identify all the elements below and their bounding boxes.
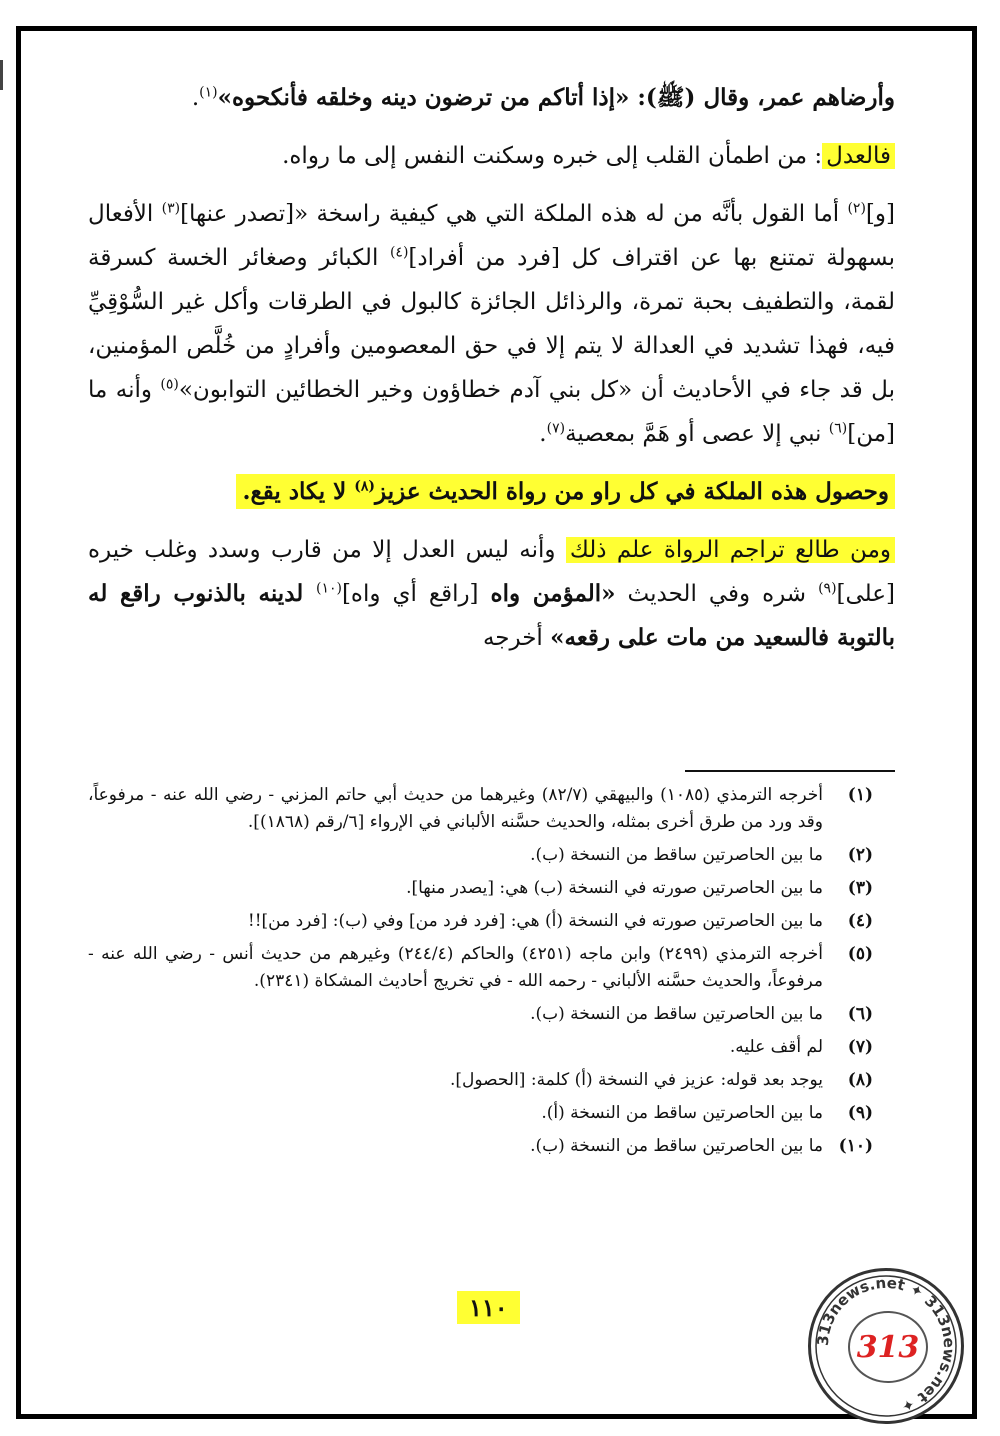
footnote-text: أخرجه الترمذي (٢٤٩٩) وابن ماجه (٤٢٥١) والحاكم (٢٤٤/٤) وغيرهم من حديث أنس - رضي الله عنه - مرفوعاً، والحديث حسَّنه الألباني - رحمه الله - في تخريج أحاديث المشكاة (٢٣٤١). [88,944,823,991]
main-text [88,76,895,660]
footnote-number: (١) [847,785,873,805]
footnote-item [88,908,873,935]
highlight-rijal: ومن طالع تراجم الرواة علم ذلك [566,537,895,563]
footnote-item [88,1133,873,1160]
footnote-item [88,1001,873,1028]
footnote-text: ما بين الحاصرتين صورته في النسخة (أ) هي: [فرد فرد من] وفي (ب): [فرد من]!! [247,911,823,931]
p4-part-a: وحصول هذه الملكة في كل راو من رواة الحديث عزيز [375,478,889,505]
footnote-number: (٧) [847,1037,873,1057]
p3-footnote-ref-5: (٥) [160,376,179,393]
footnote-number: (٨) [847,1070,873,1090]
p5-footnote-ref-10: (١٠) [315,580,342,597]
p2-text: : من اطمأن القلب إلى خبره وسكنت النفس إلى ما رواه. [282,143,823,169]
footnote-text: يوجد بعد قوله: عزيز في النسخة (أ) كلمة: [الحصول]. [450,1070,823,1090]
p5-footnote-ref-9: (٩) [818,580,837,597]
paragraph-3 [88,192,895,456]
p5-bracket: [راقع أي واه] [341,581,491,607]
footnote-item [88,1067,873,1094]
footnote-item [88,1034,873,1061]
footnote-item [88,782,873,836]
footnote-number: (٥) [847,944,873,964]
stamp-ring-text: 313news.net ✦ 313news.net ✦ [813,1273,959,1416]
footnote-text: ما بين الحاصرتين ساقط من النسخة (ب). [530,1004,823,1024]
footnote-text: أخرجه الترمذي (١٠٨٥) والبيهقي (٨٢/٧) وغيرهما من حديث أبي حاتم المزني - رضي الله عنه - مرفوعاً، وقد ورد من طرق أخرى بمثله، والحديث حسَّنه الألباني في الإرواء [٦/رقم (١٨٦٨)]. [88,785,823,832]
footnote-text: ما بين الحاصرتين صورته في النسخة (ب) هي: [يصدر منها]. [406,878,823,898]
p3-part-e: وأنه ما [من] [88,377,895,447]
p3-part-f: نبي إلا عصى أو هَمَّ بمعصية [565,421,829,447]
highlight-adl: فالعدل [822,143,895,169]
footnote-item [88,1100,873,1127]
footnote-number: (٢) [847,845,873,865]
footnote-number: (٤) [847,911,873,931]
scan-edge-mark [0,60,3,90]
highlight-sentence [236,474,895,509]
footnote-separator [685,770,895,772]
footnote-item [88,842,873,869]
p3-part-b: أما القول بأنَّه من له هذه الملكة التي هي كيفية راسخة «[تصدر عنها] [180,201,848,227]
footnotes [88,782,873,1166]
p3-footnote-ref-4: (٤) [389,244,409,261]
footnote-number: (٩) [847,1103,873,1123]
p3-footnote-ref-7: (٧) [546,420,566,437]
p1-tail: . [191,85,200,111]
footnote-number: (٦) [847,1004,873,1024]
paragraph-5 [88,528,895,660]
page-number: ١١٠ [457,1291,520,1324]
p5-part-b: شره وفي الحديث [615,581,819,607]
p5-part-a: وأنه ليس العدل إلا من قارب وسدد وغلب خيره [على] [88,537,895,607]
p1-footnote-ref: (١) [199,84,218,101]
watermark-stamp [808,1268,964,1424]
p5-hadith-end: لدينه بالذنوب راقع له بالتوبة فالسعيد من مات على رقعه» [88,580,895,651]
footnote-item [88,875,873,902]
footnote-number: (٣) [847,878,873,898]
paragraph-1 [88,76,895,120]
p4-footnote-ref-8: (٨) [354,478,376,495]
p3-footnote-ref-6: (٦) [828,420,848,437]
footnote-number: (١٠) [838,1136,873,1156]
footnote-text: ما بين الحاصرتين ساقط من النسخة (ب). [530,1136,823,1156]
p3-part-a: [و] [865,201,895,227]
p3-footnote-ref-3: (٣) [161,200,181,217]
p5-part-f: أخرجه [482,625,551,651]
paragraph-2 [88,134,895,178]
footnote-text: لم أقف عليه. [729,1037,823,1057]
footnote-item [88,941,873,995]
footnote-text: ما بين الحاصرتين ساقط من النسخة (أ). [541,1103,823,1123]
p5-hadith-start: «المؤمن واه [490,580,616,607]
stamp-center-313: 313 [848,1311,928,1383]
paragraph-4 [88,470,895,514]
p3-footnote-ref-2: (٢) [847,200,866,217]
p3-part-c: الأفعال بسهولة تمتنع بها عن اقتراف كل [فرد من أفراد] [88,201,895,271]
footnote-text: ما بين الحاصرتين ساقط من النسخة (ب). [530,845,823,865]
p3-part-g: . [539,421,547,447]
p4-part-b: لا يكاد يقع. [242,478,355,505]
p1-text: وأرضاهم عمر، وقال (ﷺ): «إذا أتاكم من ترضون دينه وخلقه فأنكحوه» [217,84,895,111]
p3-part-d: الكبائر وصغائر الخسة كسرقة لقمة، والتطفيف بحبة تمرة، والرذائل الجائزة كالبول في الطرقات وأكل غير السُّوْقِيِّ فيه، فهذا تشديد في العدالة لا يتم إلا في حق المعصومين وأفرادٍ من خُلَّص المؤمنين، بل قد جاء في الأحاديث أن «كل بني آدم خطاؤون وخير الخطائين التوابون» [88,245,895,403]
